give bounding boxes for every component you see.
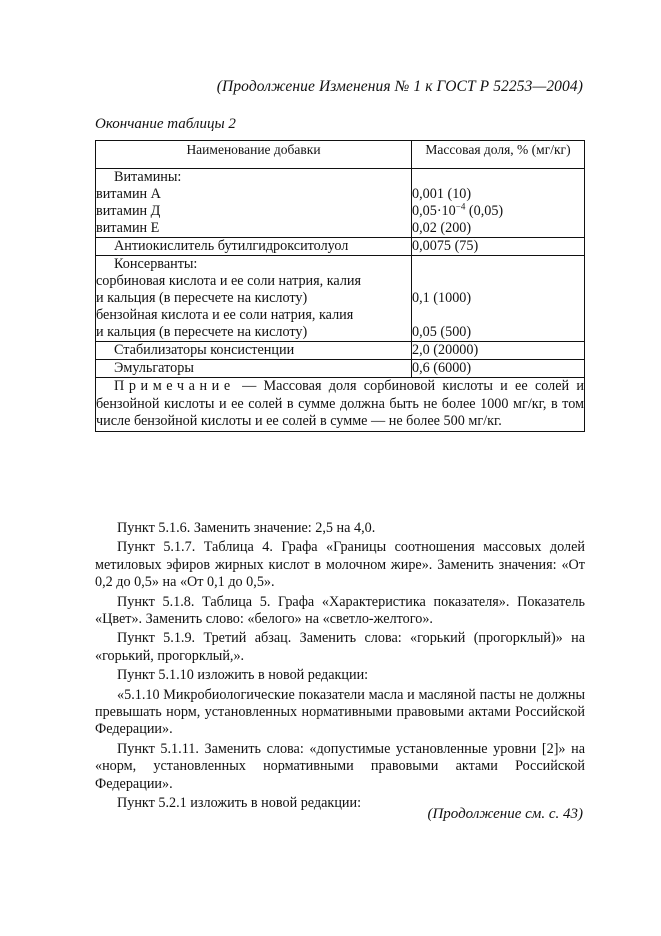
column-header-name: Наименование добавки [96, 141, 412, 169]
continuation-footer: (Продолжение см. с. 43) [427, 806, 583, 822]
table-row-preservatives [96, 256, 585, 342]
table-row-emulsifiers [96, 360, 585, 378]
vitamin-e-value: 0,02 (200) [412, 220, 472, 236]
note-text: — Массовая доля сорбиновой кислоты и ее солей и бензойной кислоты и ее солей в сумме должна быть не более 1000 мг/кг, в том числе бензойной кислоты и ее солей в сумме — не более 500 мг/кг. [96, 378, 585, 429]
table-row-vitamins [96, 169, 585, 238]
benzoic-line-2: и кальция (в пересчете на кислоту) [96, 324, 308, 340]
vitamin-d-name: витамин Д [96, 203, 161, 219]
continuation-header: (Продолжение Изменения № 1 к ГОСТ Р 52253—2004) [216, 78, 583, 95]
vitamin-e-name: витамин Е [96, 220, 160, 236]
stabilizers-value: 2,0 (20000) [412, 342, 585, 360]
additives-table [95, 140, 585, 432]
sorbic-value: 0,1 (1000) [412, 290, 472, 306]
paragraph-5-1-7: Пункт 5.1.7. Таблица 4. Графа «Границы соотношения массовых долей метиловых эфиров жирных кислот в молочном жире». Заменить значения: «От 0,2 до 0,5» на «От 0,1 до 0,5». [95, 539, 585, 591]
table-note [96, 378, 585, 432]
table-row-stabilizers [96, 342, 585, 360]
note-label: Примечание [114, 378, 235, 394]
column-header-mass: Массовая доля, % (мг/кг) [412, 141, 585, 169]
table-row-antioxidant [96, 238, 585, 256]
table-caption: Окончание таблицы 2 [95, 116, 236, 132]
stabilizers-name: Стабилизаторы консистенции [114, 342, 295, 358]
emulsifiers-name: Эмульгаторы [114, 360, 194, 376]
paragraph-5-1-9: Пункт 5.1.9. Третий абзац. Заменить слова: «горький (прогорклый)» на «горький, прогорклый,». [95, 630, 585, 664]
sorbic-line-2: и кальция (в пересчете на кислоту) [96, 290, 308, 306]
antioxidant-name: Антиокислитель бутилгидрокситолуол [114, 238, 349, 254]
vitamin-a-name: витамин А [96, 186, 161, 202]
paragraph-5-2-1: Пункт 5.2.1 изложить в новой редакции: [117, 795, 362, 812]
vitamins-heading: Витамины: [114, 169, 182, 185]
benzoic-value: 0,05 (500) [412, 324, 472, 340]
table-header-row [96, 141, 585, 169]
table-row-note [96, 378, 585, 432]
paragraph-5-1-10-intro: Пункт 5.1.10 изложить в новой редакции: [117, 667, 369, 684]
sorbic-line-1: сорбиновая кислота и ее соли натрия, калия [96, 273, 362, 289]
paragraph-5-1-10-text: «5.1.10 Микробиологические показатели масла и масляной пасты не должны превышать норм, установленных нормативными правовыми актами Российской Федерации». [95, 686, 585, 738]
paragraph-5-1-11: Пункт 5.1.11. Заменить слова: «допустимые установленные уровни [2]» на «норм, установленных нормативными правовыми актами Российской Федерации». [95, 740, 585, 792]
emulsifiers-value: 0,6 (6000) [412, 360, 585, 378]
vitamin-d-value: $0,05\cdot 10^{-4}$ (0,05) [412, 201, 504, 219]
paragraph-5-1-6: Пункт 5.1.6. Заменить значение: 2,5 на 4,0. [117, 520, 376, 536]
vitamin-a-value: 0,001 (10) [412, 186, 472, 202]
paragraph-5-1-8: Пункт 5.1.8. Таблица 5. Графа «Характеристика показателя». Показатель «Цвет». Заменить слово: «белого» на «светло-желтого». [95, 593, 585, 628]
preservatives-heading: Консерванты: [114, 256, 198, 272]
antioxidant-value: 0,0075 (75) [412, 238, 585, 256]
body-text [95, 520, 585, 815]
benzoic-line-1: бензойная кислота и ее соли натрия, калия [96, 307, 354, 323]
